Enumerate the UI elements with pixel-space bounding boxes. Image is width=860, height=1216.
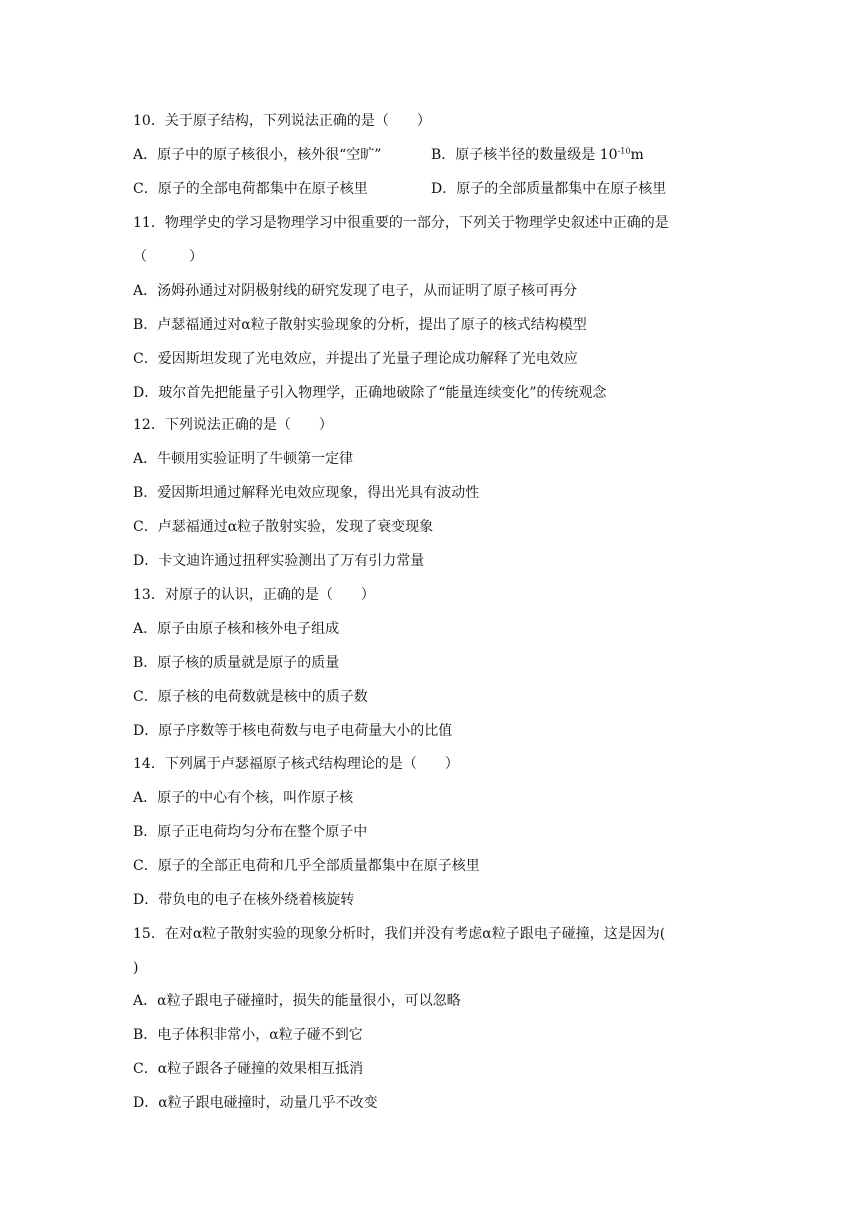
question-11-option-d: D．玻尔首先把能量子引入物理学，正确地破除了“能量连续变化”的传统观念 [133,385,607,401]
question-14-option-a: A．原子的中心有个核，叫作原子核 [133,790,354,806]
question-14-option-b: B．原子正电荷均匀分布在整个原子中 [133,824,368,840]
question-10-option-b: B．原子核半径的数量级是 $10^{-10}m$ [431,146,644,163]
question-10-option-d: D．原子的全部质量都集中在原子核里 [431,181,667,197]
question-13-stem: 13．对原子的认识，正确的是（ ） [133,587,375,603]
question-12-option-a: A．牛顿用实验证明了牛顿第一定律 [133,451,354,467]
question-10-option-c: C．原子的全部电荷都集中在原子核里 [133,181,368,197]
question-13-option-b: B．原子核的质量就是原子的质量 [133,655,340,671]
question-15-stem-continued: ) [133,960,139,976]
question-15-option-d: D．α粒子跟电碰撞时，动量几乎不改变 [133,1095,378,1111]
question-12-option-b: B．爱因斯坦通过解释光电效应现象，得出光具有波动性 [133,485,480,501]
question-15-stem: 15．在对α粒子散射实验的现象分析时，我们并没有考虑α粒子跟电子碰撞，这是因为( [133,926,666,942]
question-13-option-c: C．原子核的电荷数就是核中的质子数 [133,689,368,705]
question-14-option-c: C．原子的全部正电荷和几乎全部质量都集中在原子核里 [133,858,480,874]
question-11-stem: 11．物理学史的学习是物理学习中很重要的一部分，下列关于物理学史叙述中正确的是 [133,215,669,231]
question-14-stem: 14．下列属于卢瑟福原子核式结构理论的是（ ） [133,756,459,772]
question-12-option-d: D．卡文迪许通过扭秤实验测出了万有引力常量 [133,553,425,569]
question-11-stem-continued: （ ） [133,249,203,265]
question-11-option-b: B．卢瑟福通过对α粒子散射实验现象的分析，提出了原子的核式结构模型 [133,317,587,333]
question-15-option-b: B．电子体积非常小，α粒子碰不到它 [133,1027,363,1043]
question-10-option-a: A．原子中的原子核很小，核外很“空旷” [133,147,382,163]
question-12-option-c: C．卢瑟福通过α粒子散射实验，发现了衰变现象 [133,519,434,535]
question-11-option-c: C．爱因斯坦发现了光电效应，并提出了光量子理论成功解释了光电效应 [133,351,578,367]
question-12-stem: 12．下列说法正确的是（ ） [133,417,333,433]
exponent: -10 [617,146,631,156]
question-13-option-a: A．原子由原子核和核外电子组成 [133,621,340,637]
question-11-option-a: A．汤姆孙通过对阴极射线的研究发现了电子，从而证明了原子核可再分 [133,283,578,299]
question-13-option-d: D．原子序数等于核电荷数与电子电荷量大小的比值 [133,723,453,739]
question-15-option-a: A．α粒子跟电子碰撞时，损失的能量很小，可以忽略 [133,993,461,1009]
question-15-option-c: C．α粒子跟各子碰撞的效果相互抵消 [133,1061,364,1077]
question-14-option-d: D．带负电的电子在核外绕着核旋转 [133,892,355,908]
question-10-stem: 10．关于原子结构，下列说法正确的是（ ） [133,113,431,129]
